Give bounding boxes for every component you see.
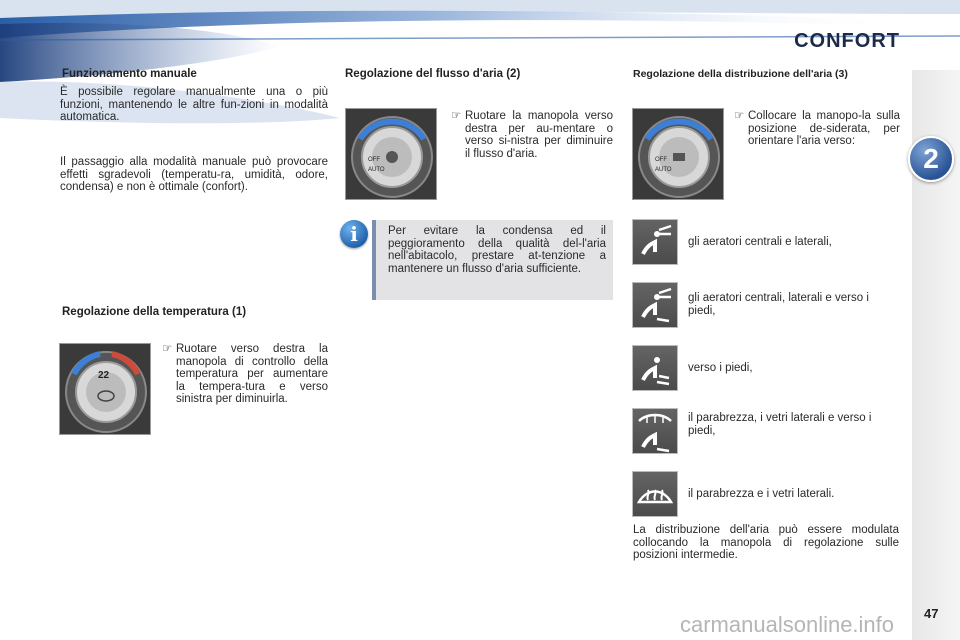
distribution-footer: La distribuzione dell'aria può essere modulata collocando la manopola di regolazione sulle posizioni intermedie. — [633, 524, 899, 561]
distribution-heading: Regolazione della distribuzione dell'aria (3) — [633, 68, 848, 80]
distribution-knob-icon — [633, 109, 724, 200]
airflow-instruction — [451, 110, 613, 160]
temperature-heading: Regolazione della temperatura (1) — [62, 306, 247, 318]
fan-knob-icon — [346, 109, 437, 200]
option-label-windshield-feet: il parabrezza, i vetri laterali e verso i piedi, — [688, 412, 872, 437]
distribution-knob-auto: AUTO — [655, 167, 672, 173]
chapter-badge[interactable]: 2 — [908, 136, 954, 182]
vent-feet-icon — [632, 345, 678, 391]
vent-face-icon — [632, 219, 678, 265]
airflow-heading: Regolazione del flusso d'aria (2) — [345, 68, 521, 80]
distribution-instruction — [734, 110, 900, 148]
temperature-knob-icon — [60, 344, 151, 435]
page-number: 47 — [924, 606, 939, 621]
option-label-face: gli aeratori centrali e laterali, — [688, 236, 832, 248]
airflow-knob-off: OFF — [368, 157, 380, 163]
pointing-hand-icon: ☞ — [734, 110, 745, 122]
manual-mode-paragraph-1: È possibile regolare manualmente una o più funzioni, mantenendo le altre fun-zioni in modalità automatica. — [60, 86, 328, 123]
option-label-face-feet: gli aeratori centrali, laterali e verso i piedi, — [688, 292, 869, 317]
info-icon: i — [340, 220, 368, 248]
distribution-knob-photo — [632, 108, 724, 200]
vent-face-feet-icon — [632, 282, 678, 328]
pointing-hand-icon: ☞ — [451, 110, 462, 122]
info-text: Per evitare la condensa ed il peggioramento della qualità del-l'aria nell'abitacolo, prestare at-tenzione a mantenere un flusso d'aria sufficiente. — [388, 225, 606, 275]
distribution-knob-off: OFF — [655, 157, 667, 163]
watermark: carmanualsonline.info — [680, 612, 895, 637]
distribution-instruction-text: Collocare la manopo-la sulla posizione de-siderata, per orientare l'aria verso: — [748, 110, 900, 147]
temperature-instruction-text: Ruotare verso destra la manopola di controllo della temperatura per aumentare la tempera-tura e verso sinistra per diminuirla. — [176, 343, 328, 405]
windshield-defrost-icon — [632, 471, 678, 517]
pointing-hand-icon: ☞ — [162, 343, 173, 355]
windshield-feet-icon — [632, 408, 678, 454]
airflow-knob-photo — [345, 108, 437, 200]
airflow-instruction-text: Ruotare la manopola verso destra per au-mentare o verso si-nistra per diminuire il flusso d'aria. — [465, 110, 613, 160]
manual-mode-heading: Funzionamento manuale — [62, 68, 197, 80]
temperature-instruction — [162, 343, 328, 406]
temperature-knob-label: 22 — [98, 370, 110, 381]
airflow-knob-auto: AUTO — [368, 167, 385, 173]
manual-mode-paragraph-2: Il passaggio alla modalità manuale può provocare effetti sgradevoli (temperatu-ra, umidità, odore, condensa) e non è ottimale (confort). — [60, 156, 328, 193]
option-label-windshield: il parabrezza e i vetri laterali. — [688, 488, 835, 500]
temperature-knob-photo — [59, 343, 151, 435]
page-title: CONFORT — [794, 30, 900, 52]
option-label-feet: verso i piedi, — [688, 362, 753, 374]
